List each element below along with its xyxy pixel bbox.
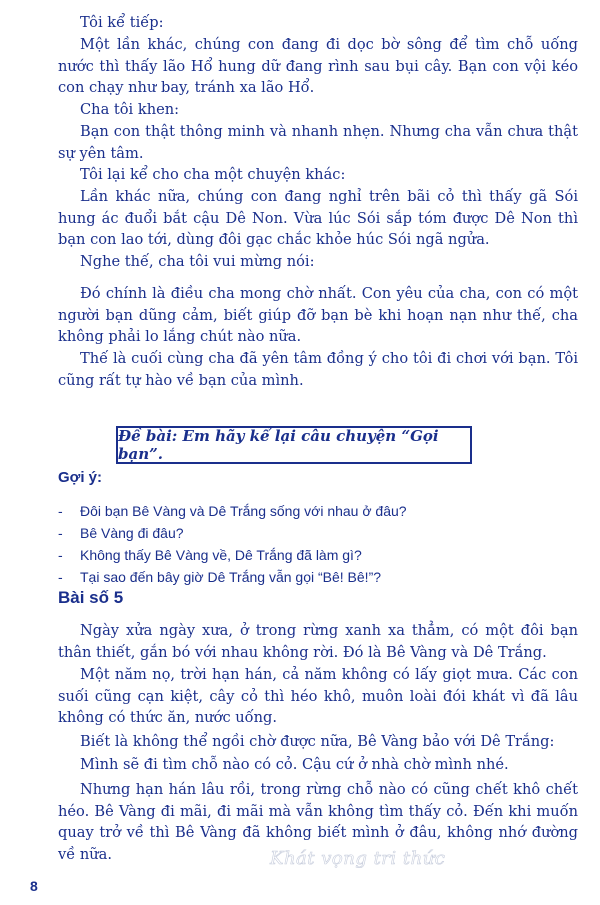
hint-item (58, 522, 578, 544)
paragraph-text: Biết là không thể ngồi chờ được nữa, Bê Vàng bảo với Dê Trắng: (80, 733, 555, 750)
paragraph (58, 620, 578, 663)
paragraph (58, 664, 578, 729)
paragraph (58, 348, 578, 391)
hint-dash: - (58, 503, 63, 519)
paragraph (58, 34, 578, 99)
paragraph-text: Cha tôi khen: (80, 101, 180, 118)
paragraph (58, 164, 578, 186)
paragraph (58, 186, 578, 251)
paragraph-text: Lần khác nữa, chúng con đang nghỉ trên bãi cỏ thì thấy gã Sói hung ác đuổi bắt cậu Dê Non. Vừa lúc Sói sắp tóm được Dê Non thì bạn con lao tới, dùng đôi gạc chắc khỏe húc Sói ngã ngửa. (58, 188, 578, 248)
hint-item (58, 544, 578, 566)
paragraph (58, 99, 578, 121)
paragraph (58, 121, 578, 164)
hint-text: Tại sao đến bây giờ Dê Trắng vẫn gọi “Bê! Bê!”? (80, 569, 382, 585)
hint-text: Đôi bạn Bê Vàng và Dê Trắng sống với nhau ở đâu? (80, 503, 407, 519)
hint-dash: - (58, 569, 63, 585)
hint-list (58, 500, 578, 588)
paragraph-text: Ngày xửa ngày xưa, ở trong rừng xanh xa thẳm, có một đôi bạn thân thiết, gắn bó với nhau không rời. Đó là Bê Vàng và Dê Trắng. (58, 622, 578, 661)
watermark: Khát vọng tri thức (270, 848, 446, 869)
hint-dash: - (58, 525, 63, 541)
hint-dash: - (58, 547, 63, 563)
hint-item (58, 500, 578, 522)
hint-item (58, 566, 578, 588)
paragraph-text: Tôi kể tiếp: (80, 14, 164, 31)
paragraph-text: Một lần khác, chúng con đang đi dọc bờ sông để tìm chỗ uống nước thì thấy lão Hổ hung dữ đang rình sau bụi cây. Bạn con vội kéo con chạy như bay, tránh xa lão Hổ. (58, 36, 578, 96)
hint-label: Gợi ý: (58, 469, 103, 486)
page-number: 8 (30, 878, 38, 894)
prompt-text: Đề bài: Em hãy kể lại câu chuyện “Gọi bạn”. (118, 427, 439, 463)
paragraph-text: Nhưng hạn hán lâu rồi, trong rừng chỗ nào có cũng chết khô chết héo. Bê Vàng đi mãi, đi mãi mà vẫn không tìm thấy cỏ. Đến khi muốn quay trở về thì Bê Vàng đã không biết mình ở đâu, không nhớ đường về nữa. (58, 781, 578, 863)
paragraph-text: Nghe thế, cha tôi vui mừng nói: (80, 253, 315, 270)
prompt-box (116, 426, 472, 464)
paragraph (58, 251, 578, 273)
paragraph-text: Mình sẽ đi tìm chỗ nào có cỏ. Cậu cứ ở nhà chờ mình nhé. (80, 756, 509, 773)
paragraph (58, 754, 578, 776)
paragraph-text: Bạn con thật thông minh và nhanh nhẹn. Nhưng cha vẫn chưa thật sự yên tâm. (58, 123, 578, 162)
paragraph-text: Đó chính là điều cha mong chờ nhất. Con yêu của cha, con có một người bạn dũng cảm, biết giúp đỡ bạn bè khi hoạn nạn như thế, cha không phải lo lắng chút nào nữa. (58, 285, 578, 345)
paragraph (58, 12, 578, 34)
paragraph-text: Thế là cuối cùng cha đã yên tâm đồng ý cho tôi đi chơi với bạn. Tôi cũng rất tự hào về bạn của mình. (58, 350, 578, 389)
paragraph-text: Tôi lại kể cho cha một chuyện khác: (80, 166, 346, 183)
hint-text: Bê Vàng đi đâu? (80, 525, 184, 541)
paragraph (58, 283, 578, 348)
paragraph (58, 731, 578, 753)
paragraph-text: Một năm nọ, trời hạn hán, cả năm không có lấy giọt mưa. Các con suối cũng cạn kiệt, cây cỏ thì héo khô, muôn loài đói khát vì đã lâu không có thức ăn, nước uống. (58, 666, 578, 726)
hint-text: Không thấy Bê Vàng về, Dê Trắng đã làm gì? (80, 547, 362, 563)
section-title: Bài số 5 (58, 588, 124, 607)
